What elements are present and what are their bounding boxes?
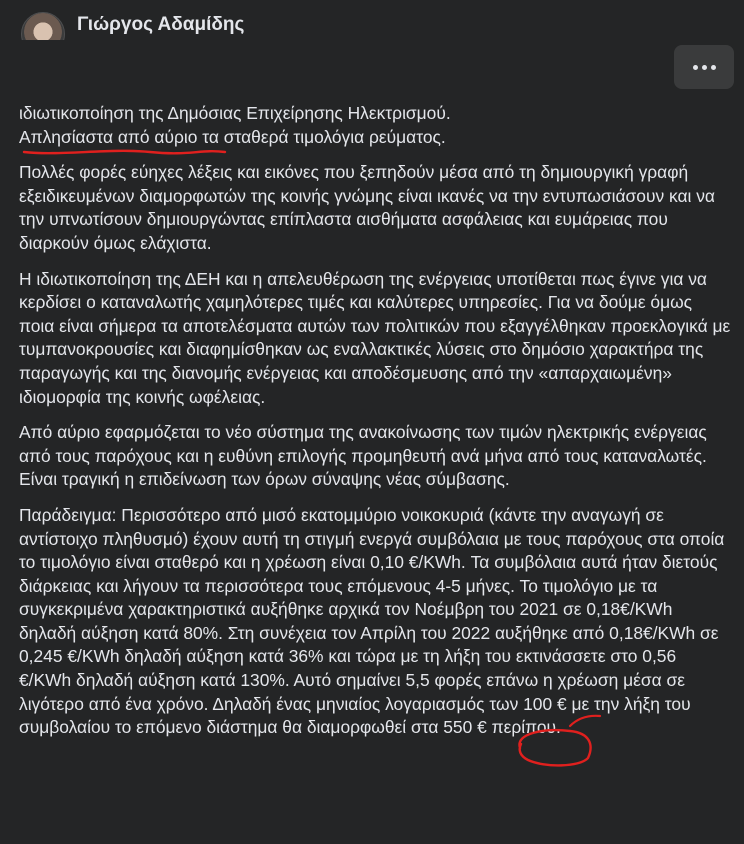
author-name[interactable]: Γιώργος Αδαμίδης (77, 14, 245, 35)
post-header (0, 0, 744, 40)
post-body (19, 102, 731, 752)
post-headline: Απλησίαστα από αύριο τα σταθερά τιμολόγια ρεύματος. (19, 126, 446, 147)
post-paragraph: Πολλές φορές εύηχες λέξεις και εικόνες που ξεπηδούν μέσα από τη δημιουργική γραφή εξειδικευμένων διαμορφωτών της κοινής γνώμης είναι ικανές να την εντυπωσιάσουν και να την υπνωτίσουν δημιουργώντας επίπλαστα αισθήματα ασφάλειας και ευμάρειας που διαρκούν όμως ελάχιστα. (19, 162, 715, 253)
post-paragraph: Η ιδιωτικοποίηση της ΔΕΗ και η απελευθέρωση της ενέργειας υποτίθεται πως έγινε για να κερδίσει ο καταναλωτής χαμηλότερες τιμές και καλύτερες υπηρεσίες. Για να δούμε όμως ποια είναι σήμερα τα αποτελέσματα αυτών των πολιτικών που εξαγγέλθηκαν προεκλογικά με τυμπανοκρουσίες και διαφημίσθηκαν ως εναλλακτικές λύσεις στο δημόσιο χαρακτήρα της παραγωγής και της διανομής ενέργειας και αποδέσμευσης από την «απαρχαιωμένη» ιδιομορφία της κοινής ωφέλειας. (19, 268, 731, 407)
post-line: ιδιωτικοποίηση της Δημόσιας Επιχείρησης Ηλεκτρισμού. (19, 103, 451, 123)
more-options-button[interactable] (674, 45, 734, 89)
avatar[interactable] (21, 12, 65, 40)
post-paragraph: Από αύριο εφαρμόζεται το νέο σύστημα της ανακοίνωσης των τιμών ηλεκτρικής ενέργειας από τους παρόχους και η ευθύνη επιλογής προμηθευτή ανά μήνα από τους καταναλωτές. Είναι τραγική η επιδείνωση των όρων σύναψης νέας σύμβασης. (19, 422, 707, 490)
more-horizontal-icon (693, 65, 716, 70)
post-paragraph: Παράδειγμα: Περισσότερο από μισό εκατομμύριο νοικοκυριά (κάντε την αναγωγή σε αντίστοιχο πληθυσμό) έχουν αυτή τη στιγμή ενεργά συμβόλαια με τους παρόχους στα οποία το τιμολόγιο είναι σταθερό και η χρέωση είναι 0,10 €/KWh. Τα συμβόλαια αυτά ήταν διετούς διάρκειας και λήγουν τα περισσότερα τους επόμενους 4-5 μήνες. Το τιμολόγιο με τα συγκεκριμένα χαρακτηριστικά αυξήθηκε αρχικά τον Νοέμβρη του 2021 σε 0,18€/KWh δηλαδή αύξηση κατά 80%. Στη συνέχεια τον Απρίλη του 2022 αυξήθηκε από 0,18€/KWh σε 0,245 €/KWh δηλαδή αύξηση κατά 36% και τώρα με τη λήξη του εκτινάσσετε στο 0,56 €/KWh δηλαδή αύξηση κατά 130%. Αυτό σημαίνει 5,5 φορές επάνω η χρέωση μέσα σε λιγότερο από ένα χρόνο. Δηλαδή ένας μηνιαίος λογαριασμός των 100 € με την λήξη του συμβολαίου το επόμενο διάστημα θα διαμορφωθεί στα 550 € περίπου. (19, 504, 725, 738)
